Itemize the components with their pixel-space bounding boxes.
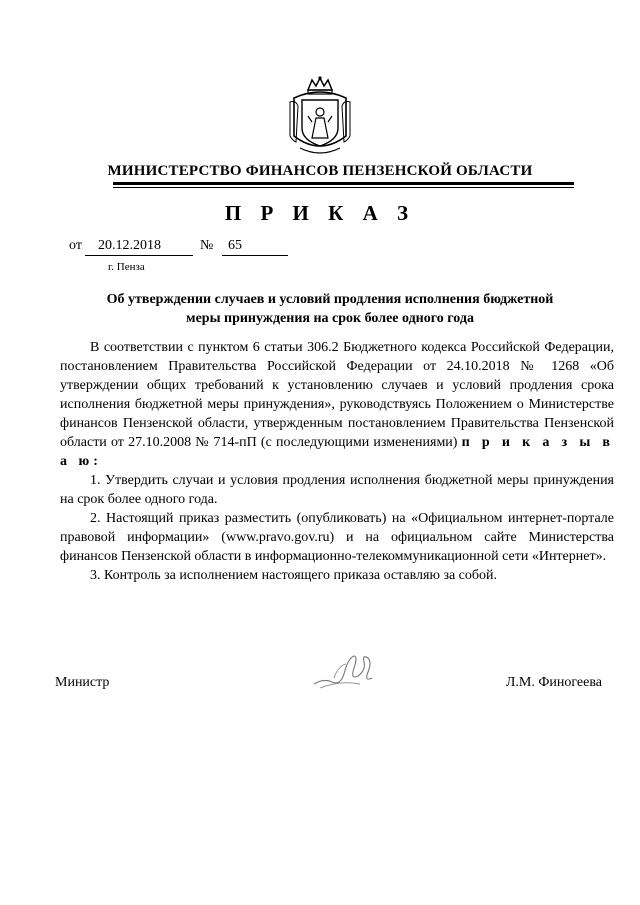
date-value: 20.12.2018 — [85, 238, 193, 256]
number-label: № — [200, 238, 214, 253]
paragraph-item-2: 2. Настоящий приказ разместить (опубликовать) на «Официальном интернет-портале правовой информации» (www.pravo.gov.ru) и на официальном сайте Министерства финансов Пензенской области в информационно-телекоммуникационной сети «Интернет». — [60, 511, 614, 564]
header-rule-thin — [113, 187, 574, 188]
ministry-name: МИНИСТЕРСТВО ФИНАНСОВ ПЕНЗЕНСКОЙ ОБЛАСТИ — [107, 163, 533, 179]
signatory-name: Л.М. Финогеева — [505, 675, 602, 690]
signatory-role: Министр — [55, 675, 110, 690]
date-label: от — [69, 238, 82, 253]
paragraph-item-1: 1. Утвердить случаи и условия продления исполнения бюджетной меры принуждения на срок более одного года. — [60, 473, 614, 507]
number-value: 65 — [222, 238, 288, 256]
preamble-text: В соответствии с пунктом 6 статьи 306.2 Бюджетного кодекса Российской Федерации, постановлением Правительства Российской Федерации от 24.10.2018 № 1268 «Об утверждении общих требований к установлению случаев и условий продления срока исполнения бюджетной меры принуждения», руководствуясь Положением о Министерстве финансов Пензенской области, утвержденным постановлением Правительства Пензенской области от 27.10.2008 № 714-пП (с последующими изменениями) — [60, 340, 614, 450]
header-rule-thick — [113, 182, 574, 185]
paragraph-item-3: 3. Контроль за исполнением настоящего приказа оставляю за собой. — [90, 568, 498, 583]
paragraph-preamble — [60, 338, 614, 471]
document-title: Об утверждении случаев и условий продления исполнения бюджетной меры принуждения на срок более одного года — [106, 292, 554, 326]
city: г. Пенза — [108, 261, 145, 273]
document-body — [60, 338, 614, 585]
handwritten-signature-icon — [310, 648, 380, 694]
coat-of-arms-icon — [286, 76, 354, 158]
order-phrase: п р и к а з ы в а ю: — [60, 435, 614, 469]
document-type: П Р И К А З — [224, 201, 416, 225]
